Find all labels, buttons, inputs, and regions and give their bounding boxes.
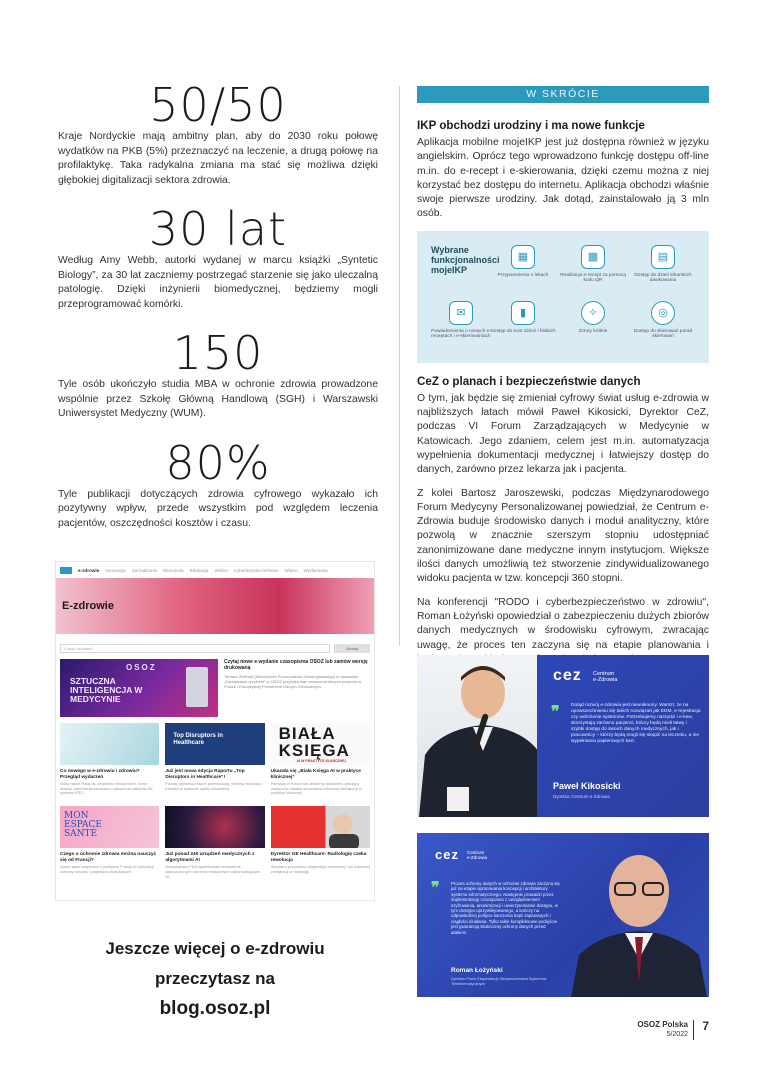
post-card[interactable]	[60, 723, 159, 800]
nav-item[interactable]: Edukacja	[189, 567, 209, 573]
post-title: Już jest nowa edycja Raportu „Top Disruptors in Healthcare”!	[165, 769, 245, 780]
nav-item[interactable]: Wydarzenia	[303, 567, 328, 573]
function-label: Dostęp do dzień lekarskich dawkowania	[634, 272, 692, 284]
stat-text: Tyle publikacji dotyczących zdrowia cyfrowego wykazało ich pozytywny wpływ, przede wszystkim pod względem leczenia pacjentów, oszczędności kosztów i czasu.	[58, 488, 378, 529]
post-summary: Nowy raport ekspertów o podejściu Francji do cyfryzacji ochrony zdrowia i projektach pilotażowych.	[60, 865, 154, 874]
nav-item[interactable]: Zarządzanie	[131, 567, 158, 573]
function-label: Dostęp do kont dzieci i bliskich	[490, 328, 556, 334]
post-summary: Poznaj najnowszy raport przemysłowy, ranking innowacji i trendów w systemie opieki zdrowotnej.	[165, 782, 263, 791]
magazine-cover	[186, 667, 208, 707]
post-thumbnail	[165, 723, 264, 765]
phone-icon: ▮	[511, 301, 535, 325]
speaker-portrait	[561, 833, 709, 997]
function-item	[627, 245, 699, 284]
speaker-role: Dyrektor Pionu Eksploatacji i Bezpieczeństwa Systemów Teleinformatycznych	[451, 977, 547, 986]
blog-logo	[60, 567, 72, 574]
cez-org-name	[467, 850, 487, 860]
nav-item[interactable]: Cyberbezpieczeństwo	[233, 567, 279, 573]
quote-text: Dotąd rozwój e-zdrowia jest nieuniknony. Warszt, że na upowszechnieniu się takich rozwiązań jak EDM, e-rejestracja czy wdrożenie systemów. Potrzebujemy narzędzi i e-kew, skorzystają zarówno pacjenci, którzy będą mieli łatwy i szybki dostęp do swoich danych medycznych, jak i pracownicy – którzy będą mogli się skupić na leczeniu, a nie wypełnianiu papierowych kart.	[571, 703, 701, 744]
search-input[interactable]: Czego szukasz?	[60, 644, 330, 653]
speaker-name: Roman Łożyński	[451, 967, 503, 974]
target-icon: ◎	[651, 301, 675, 325]
post-thumbnail	[165, 806, 264, 848]
function-label: Realizacja e-recept za pomocą kodu QR	[560, 272, 626, 284]
cez-org-name	[593, 671, 617, 683]
stat-number: 150	[172, 326, 264, 380]
org-line: Centrum	[467, 850, 485, 855]
cez-paragraph: Na konferencji "RODO i cyberbezpieczeństwo w zdrowiu", Roman Łożyński opowiedział o zabezpieczeniu dużych zbiorów danych medycznych w środowisku cyfrowym, zwracając uwagę, że proces ten zaczyna się na etapie planowania i	[417, 596, 709, 651]
document-icon: ▤	[651, 245, 675, 269]
function-item	[557, 301, 629, 335]
nav-item[interactable]: Ekonomia	[163, 567, 184, 573]
stat-number: 30 lat	[148, 202, 288, 256]
search-button[interactable]: Szukaj	[334, 644, 370, 653]
blog-hero	[56, 578, 374, 634]
cta-line: Jeszcze więcej o e-zdrowiu przeczytasz na	[105, 939, 325, 988]
title-line: mojeIKP	[431, 264, 468, 275]
quote-text: Proces ochrony danych w ochronie zdrowia zaczyna się już na etapie opracowania koncepcji i architektury systemu informatycznego. Następnie prowadzi przez implementację rozwiązania z uwzględnieniem szyfrowania, anonimizacji i uwierzytelnianie dostępu, w tym dostępu uprzywilejowanego, a kończy na odpowiedniej polityce tworzenia kopii zapasowych i ciągłości działania. Tylko takie kompleksowe podejście jest gwarancją skutecznej ochrony danych przed atakiem.	[451, 881, 560, 935]
post-summary: Wywiad o przyszłości diagnostyki obrazowej i roli sztucznej inteligencji w radiologii.	[270, 865, 370, 874]
stat-block	[58, 435, 378, 532]
kikosicki-quote-card	[417, 655, 709, 817]
ikp-functions-infographic	[417, 231, 709, 363]
cez-heading: CeZ o planach i bezpieczeństwie danych	[417, 374, 641, 388]
function-item	[557, 245, 629, 284]
stat-block	[58, 80, 378, 188]
function-label: Zrzuty krótkie	[578, 328, 608, 334]
stat-number: 50/50	[149, 78, 287, 132]
stat-block	[58, 328, 378, 422]
page-footer	[630, 1018, 710, 1044]
featured-image	[60, 659, 218, 717]
function-item	[487, 245, 559, 279]
post-summary: Tomasz Zieliński (Wiceprezes Porozumienia Zielonogórskiego) w wywiadzie „Zarządzanie ryzykiem” w OSOZ przybliża stan wdrażania danych pacjenta w Polsce i Europejskiej Przestrzeni Danych Zdrowotnych.	[224, 674, 362, 689]
thumbnail-label: MON ESPACE SANTÉ	[64, 811, 102, 840]
function-label: Przypomnienia o lekach	[497, 272, 549, 278]
featured-image-text: SZTUCZNA INTELIGENCJA W MEDYCYNIE	[70, 676, 143, 704]
post-card[interactable]	[60, 806, 159, 883]
cez-paragraph: O tym, jak będzie się zmieniał cyfrowy świat usług e-zdrowia w najbliższych latach mówił Paweł Kikosicki, Dyrektor CeZ, podczas VI Forum Zarządzających w Medycynie w Katowicach. Jego zdaniem, celem jest m.in. automatyzacja wypełnienia dokumentacji medycznej i łatwiejszy dostęp do danych, zarówno przez lekarza jak i pacjenta.	[417, 392, 709, 476]
post-title: Dyrektor GE Healthcare: Radiologię czeka rewolucja	[270, 852, 367, 863]
cez-logo: cez	[553, 667, 582, 684]
thumbnail-label: BIAŁA KSIĘGA	[278, 724, 350, 760]
title-line: Wybrane	[431, 244, 469, 255]
org-line: e-Zdrowia	[467, 855, 488, 860]
hero-title: E-zdrowie	[62, 600, 114, 612]
cez-paragraph: Z kolei Bartosz Jaroszewski, podczas Międzynarodowego Forum Medycyny Personalizowanej powiedział, że Centrum e-Zdrowia buduje środowisko danych i moduł analityczny, które pozwolą w znacznie szerszym stopniu udostępniać zanonimizowane dane medyczne innym instytucjom. Większe ilości danych umożliwią też stworzenie zindywidualizowanego widoku pacjenta w tzw. koncepcji 360 stopni.	[417, 487, 709, 585]
stat-text: Tyle osób ukończyło studia MBA w ochronie zdrowia prowadzone wspólnie przez Szkołę Główną Handlową (SGH) i Warszawski Uniwersystet Medyczny (WUM).	[58, 379, 378, 419]
post-title: Czytaj nowe e-wydanie czasopisma OSOZ lub zamów wersję drukowaną	[224, 659, 368, 671]
stat-text: Według Amy Webb, autorki wydanej w marcu książki „Syntetic Biology”, za 30 lat zaczniemy postrzegać starzenie się jako uleczalną patologię. Dzięki inżynierii biomedycznej, będziemy mogli przeprogramować komórki.	[58, 255, 378, 310]
ikp-heading: IKP obchodzi urodziny i ma nowe funkcje	[417, 119, 645, 132]
issue-number: 5/2022	[666, 1031, 688, 1038]
speaker-name: Paweł Kikosicki	[553, 781, 621, 791]
osoz-logo: OSOZ	[126, 663, 157, 672]
thumbnail-label: Top Disruptors in Healthcare	[173, 733, 223, 746]
org-line: e-Zdrowia	[593, 677, 618, 683]
post-card[interactable]	[165, 806, 264, 883]
portrait-thumbnail	[271, 806, 370, 848]
footer-divider	[693, 1020, 694, 1040]
thumbnail-sublabel: AI W PRAKTYCE KLINICZNEJ	[296, 759, 347, 763]
blog-nav	[56, 562, 374, 578]
post-summary: Amerykańska FDA opublikowała zestawienie dopuszczonych wyrobów medycznych wykorzystujących AI.	[165, 865, 261, 879]
stat-number: 80%	[165, 435, 271, 490]
featured-post[interactable]	[60, 659, 370, 717]
featured-text	[224, 659, 370, 717]
post-title: Co nowego w e-zdrowiu i zdrowiu? Przegląd wydarzeń	[60, 769, 140, 780]
stats-column	[58, 80, 378, 545]
qr-code-icon: ▩	[581, 245, 605, 269]
nav-item[interactable]: Wideo	[214, 567, 228, 573]
stat-text: Kraje Nordyckie mają ambitny plan, aby do 2030 roku połowę wydatków na PKB (5%) przeznaczyć na leczenie, a drugą połowę na profilaktykę. Taka radykalna zmiana ma stać się możliwa dzięki głębokiej digitalizacji sektora zdrowia.	[58, 131, 378, 186]
section-banner: W SKRÓCIE	[417, 86, 709, 103]
cez-logo: cez	[435, 847, 459, 862]
nav-item[interactable]: Innowacje	[105, 567, 126, 573]
page-number: 7	[702, 1019, 709, 1033]
speaker-role: Dyrektor Centrum e-Zdrowia	[553, 794, 610, 799]
title-line: funkcjonalności	[431, 254, 500, 265]
quote-panel	[537, 655, 709, 817]
post-thumbnail	[60, 723, 159, 765]
column-divider	[399, 86, 400, 646]
sparkle-icon: ✧	[581, 301, 605, 325]
lozynski-quote-card	[417, 833, 709, 997]
post-title: Czego o ochronie zdrowia można nauczyć się od Francji?	[60, 852, 157, 863]
blog-link[interactable]: blog.osoz.pl	[159, 998, 271, 1019]
nav-item[interactable]: e-zdrowie	[78, 567, 100, 573]
post-thumbnail	[271, 806, 370, 848]
post-card[interactable]	[271, 806, 370, 883]
blog-screenshot	[56, 562, 374, 900]
sidebar-column	[417, 86, 709, 676]
post-summary: Pierwszy w Polsce tak obszerny dokument opisujący praktyczne zasady stosowania sztucznej inteligencji w praktyce klinicznej.	[270, 782, 362, 796]
post-card[interactable]	[165, 723, 264, 800]
blog-cta	[56, 934, 374, 1024]
quote-mark-icon: ❞	[431, 880, 440, 897]
post-summary: Nowy raport Rady ds. projektów medycznych, nowe dotacje cyberbezpieczeństwa i ogłoszenia naborów dla systemu KSO.	[60, 782, 153, 796]
ikp-text: Aplikacja mobilne mojeIKP jest już dostępna również w języku angielskim. Oprócz tego wprowadzono funkcję dostępu off-line m.in. do e-recept i e-skierowania, dzięki czemu można z niej korzystać bez dostępu do internetu. Aplikacja obchodzi właśnie swoje pierwsze urodziny. Jak dotąd, zainstalowało ją 3 mln osób.	[417, 137, 709, 220]
message-icon: ✉	[449, 301, 473, 325]
post-card[interactable]	[271, 723, 370, 800]
blog-search	[60, 644, 370, 653]
quote-mark-icon: ❞	[551, 704, 560, 721]
stat-block	[58, 204, 378, 312]
nav-item[interactable]: Wideo	[284, 567, 298, 573]
post-grid	[60, 723, 370, 883]
pill-reminder-icon: ▦	[511, 245, 535, 269]
function-label: Dostęp do skierowań porad skierowań	[633, 328, 693, 340]
function-item	[627, 301, 699, 340]
function-item	[487, 301, 559, 335]
post-thumbnail	[271, 723, 370, 765]
publication-name: OSOZ Polska	[637, 1020, 688, 1029]
post-title: Ukazała się „Biała Księga AI w praktyce klinicznej”	[270, 769, 361, 780]
post-title: Już ponad 240 urządzeń medycznych z algorytmami AI	[165, 852, 255, 863]
post-thumbnail	[60, 806, 159, 848]
function-label: Powiadomienia o nowych e-receptach i e-skierowaniach	[431, 328, 491, 340]
org-line: Centrum	[593, 671, 615, 677]
